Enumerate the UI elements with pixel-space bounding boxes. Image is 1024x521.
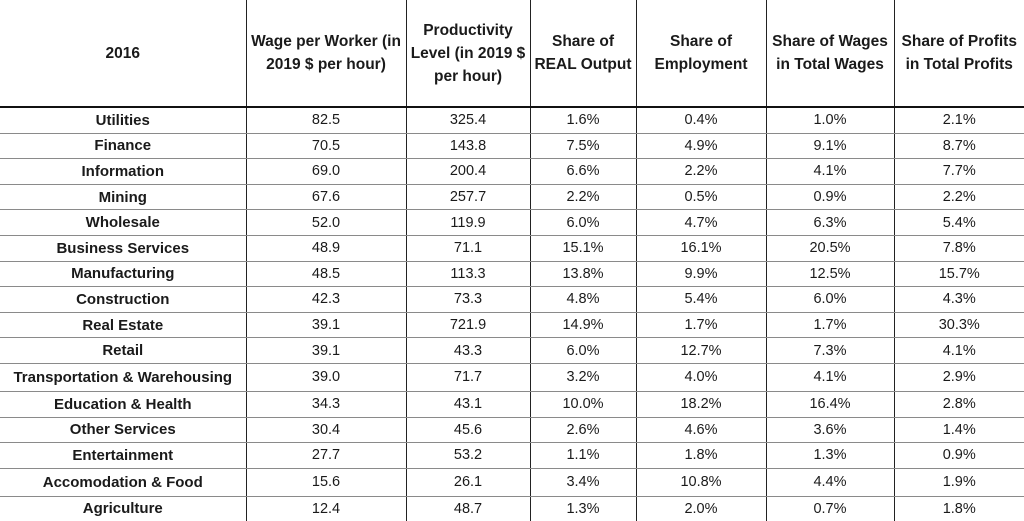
wage-share-cell: 4.1% — [766, 159, 894, 185]
table-row — [0, 443, 1024, 469]
productivity-cell: 257.7 — [406, 184, 530, 210]
wage-share-cell: 1.3% — [766, 443, 894, 469]
table-row — [0, 391, 1024, 417]
industry-cell: Entertainment — [0, 443, 246, 469]
profit-share-cell: 2.1% — [894, 107, 1024, 133]
wage-cell: 82.5 — [246, 107, 406, 133]
wage-cell: 39.0 — [246, 363, 406, 391]
wage-cell: 48.5 — [246, 261, 406, 287]
productivity-cell: 53.2 — [406, 443, 530, 469]
output-share-cell: 6.0% — [530, 338, 636, 364]
wage-cell: 39.1 — [246, 312, 406, 338]
wage-share-cell: 4.1% — [766, 363, 894, 391]
profit-share-cell: 4.1% — [894, 338, 1024, 364]
employment-share-cell: 9.9% — [636, 261, 766, 287]
productivity-cell: 43.3 — [406, 338, 530, 364]
industry-cell: Mining — [0, 184, 246, 210]
profit-share-cell: 8.7% — [894, 133, 1024, 159]
header-row — [0, 0, 1024, 107]
header-year: 2016 — [0, 0, 246, 107]
industry-cell: Manufacturing — [0, 261, 246, 287]
employment-share-cell: 10.8% — [636, 468, 766, 496]
output-share-cell: 3.2% — [530, 363, 636, 391]
wage-cell: 30.4 — [246, 417, 406, 443]
output-share-cell: 14.9% — [530, 312, 636, 338]
table-row — [0, 133, 1024, 159]
output-share-cell: 15.1% — [530, 235, 636, 261]
header-share-real-output: Share of REAL Output — [530, 0, 636, 107]
productivity-cell: 48.7 — [406, 496, 530, 521]
profit-share-cell: 4.3% — [894, 287, 1024, 313]
employment-share-cell: 4.7% — [636, 210, 766, 236]
profit-share-cell: 1.4% — [894, 417, 1024, 443]
profit-share-cell: 7.7% — [894, 159, 1024, 185]
header-share-profits: Share of Profits in Total Profits — [894, 0, 1024, 107]
productivity-cell: 73.3 — [406, 287, 530, 313]
header-productivity-level: Productivity Level (in 2019 $ per hour) — [406, 0, 530, 107]
table-row — [0, 210, 1024, 236]
productivity-cell: 45.6 — [406, 417, 530, 443]
header-wage-per-worker: Wage per Worker (in 2019 $ per hour) — [246, 0, 406, 107]
output-share-cell: 1.3% — [530, 496, 636, 521]
productivity-cell: 113.3 — [406, 261, 530, 287]
wage-share-cell: 4.4% — [766, 468, 894, 496]
employment-share-cell: 0.4% — [636, 107, 766, 133]
output-share-cell: 2.6% — [530, 417, 636, 443]
wage-cell: 69.0 — [246, 159, 406, 185]
output-share-cell: 3.4% — [530, 468, 636, 496]
industry-cell: Information — [0, 159, 246, 185]
employment-share-cell: 2.2% — [636, 159, 766, 185]
industry-cell: Other Services — [0, 417, 246, 443]
wage-share-cell: 0.7% — [766, 496, 894, 521]
industry-cell: Education & Health — [0, 391, 246, 417]
productivity-cell: 200.4 — [406, 159, 530, 185]
profit-share-cell: 1.8% — [894, 496, 1024, 521]
profit-share-cell: 2.8% — [894, 391, 1024, 417]
industry-cell: Real Estate — [0, 312, 246, 338]
output-share-cell: 1.6% — [530, 107, 636, 133]
wage-share-cell: 12.5% — [766, 261, 894, 287]
employment-share-cell: 1.7% — [636, 312, 766, 338]
output-share-cell: 1.1% — [530, 443, 636, 469]
wage-share-cell: 3.6% — [766, 417, 894, 443]
industry-cell: Business Services — [0, 235, 246, 261]
wage-share-cell: 7.3% — [766, 338, 894, 364]
wage-cell: 48.9 — [246, 235, 406, 261]
employment-share-cell: 16.1% — [636, 235, 766, 261]
table-row — [0, 261, 1024, 287]
employment-share-cell: 4.9% — [636, 133, 766, 159]
productivity-cell: 26.1 — [406, 468, 530, 496]
wage-cell: 39.1 — [246, 338, 406, 364]
table-row — [0, 287, 1024, 313]
industry-cell: Accomodation & Food — [0, 468, 246, 496]
output-share-cell: 13.8% — [530, 261, 636, 287]
productivity-cell: 43.1 — [406, 391, 530, 417]
table-row — [0, 107, 1024, 133]
profit-share-cell: 5.4% — [894, 210, 1024, 236]
industry-cell: Agriculture — [82, 500, 163, 518]
employment-share-cell: 1.8% — [636, 443, 766, 469]
productivity-cell: 71.1 — [406, 235, 530, 261]
table-row — [0, 184, 1024, 210]
employment-share-cell: 2.0% — [636, 496, 766, 521]
output-share-cell: 6.0% — [530, 210, 636, 236]
industry-cell: Construction — [0, 287, 246, 313]
productivity-cell: 721.9 — [406, 312, 530, 338]
industry-cell: Utilities — [0, 107, 246, 133]
industry-cell: Wholesale — [0, 210, 246, 236]
wage-share-cell: 16.4% — [766, 391, 894, 417]
employment-share-cell: 0.5% — [636, 184, 766, 210]
profit-share-cell: 30.3% — [894, 312, 1024, 338]
table-row — [0, 235, 1024, 261]
employment-share-cell: 4.0% — [636, 363, 766, 391]
wage-cell: 67.6 — [246, 184, 406, 210]
employment-share-cell: 5.4% — [636, 287, 766, 313]
productivity-cell: 71.7 — [406, 363, 530, 391]
output-share-cell: 6.6% — [530, 159, 636, 185]
table-row — [0, 496, 1024, 521]
profit-share-cell: 0.9% — [894, 443, 1024, 469]
table-row — [0, 363, 1024, 391]
profit-share-cell: 2.9% — [894, 363, 1024, 391]
table-row — [0, 312, 1024, 338]
wage-share-cell: 9.1% — [766, 133, 894, 159]
table-row — [0, 417, 1024, 443]
profit-share-cell: 1.9% — [894, 468, 1024, 496]
industry-cell: Transportation & Warehousing — [0, 363, 246, 391]
industry-cell: Retail — [0, 338, 246, 364]
wage-share-cell: 6.3% — [766, 210, 894, 236]
wage-cell: 27.7 — [246, 443, 406, 469]
table-row — [0, 468, 1024, 496]
wage-cell: 34.3 — [246, 391, 406, 417]
output-share-cell: 2.2% — [530, 184, 636, 210]
wage-cell: 70.5 — [246, 133, 406, 159]
table-row — [0, 338, 1024, 364]
wage-share-cell: 6.0% — [766, 287, 894, 313]
profit-share-cell: 7.8% — [894, 235, 1024, 261]
profit-share-cell: 2.2% — [894, 184, 1024, 210]
table-body — [0, 107, 1024, 521]
employment-share-cell: 12.7% — [636, 338, 766, 364]
employment-share-cell: 4.6% — [636, 417, 766, 443]
wage-share-cell: 1.0% — [766, 107, 894, 133]
wage-cell: 12.4 — [246, 496, 406, 521]
productivity-cell: 325.4 — [406, 107, 530, 133]
profit-share-cell: 15.7% — [894, 261, 1024, 287]
productivity-cell: 143.8 — [406, 133, 530, 159]
header-share-employment: Share of Employment — [636, 0, 766, 107]
header-share-wages: Share of Wages in Total Wages — [766, 0, 894, 107]
wage-share-cell: 20.5% — [766, 235, 894, 261]
output-share-cell: 10.0% — [530, 391, 636, 417]
wage-cell: 42.3 — [246, 287, 406, 313]
table-row — [0, 159, 1024, 185]
productivity-cell: 119.9 — [406, 210, 530, 236]
wage-share-cell: 1.7% — [766, 312, 894, 338]
output-share-cell: 7.5% — [530, 133, 636, 159]
wage-cell: 15.6 — [246, 468, 406, 496]
employment-share-cell: 18.2% — [636, 391, 766, 417]
wage-share-cell: 0.9% — [766, 184, 894, 210]
industry-cell: Finance — [0, 133, 246, 159]
wage-cell: 52.0 — [246, 210, 406, 236]
output-share-cell: 4.8% — [530, 287, 636, 313]
table-header — [0, 0, 1024, 107]
